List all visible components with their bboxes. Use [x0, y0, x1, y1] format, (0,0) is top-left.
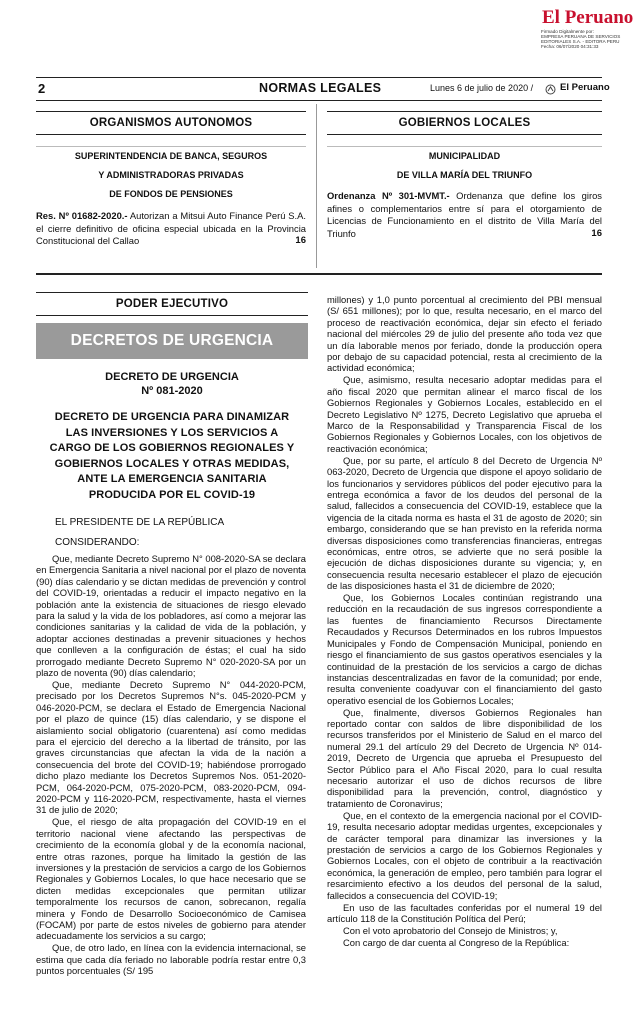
logo-text: El Peruano: [542, 7, 634, 28]
digital-signature: [541, 29, 637, 49]
el-peruano-mini-icon: [545, 82, 556, 93]
banner-gobiernos-locales: GOBIERNOS LOCALES: [327, 111, 602, 135]
entity-line: Y ADMINISTRADORAS PRIVADAS: [98, 170, 244, 180]
paragraph: millones) y 1,0 punto porcentual al crecimiento del PBI mensual (S/ 651 millones); por lo que, resulta necesario, en el marco del proceso de reactivación económica, dejar sin efecto el feriado nacional del miércoles 29 de julio del presente año toda vez que un día laborable menos por feriado, donde la producción opera por debajo de su capacidad potencial, resta al crecimiento de la actividad económica;: [327, 294, 602, 374]
section-separator: [36, 273, 602, 275]
decree-heading: [36, 370, 308, 398]
paragraph: Que, el riesgo de alta propagación del COVID-19 en el territorio nacional viene afectando las perspectivas de crecimiento de la economía global y de la economía nacional, entre otras razones, porque ha limitado la gestión de las inversiones y la prestación de servicios a cargo de los Gobiernos Regionales y Gobiernos Locales, lo que hace necesario que se dicten medidas excepcionales que permitan utilizar temporalmente los recursos de canon, sobrecanon, regalía minera y Fondo de Desarrollo Socioeconómico de Camisea (FOCAM) por parte de estos niveles de gobierno para atender adecuadamente los servicios a su cargo;: [36, 816, 306, 942]
banner-organismos-autonomos: ORGANISMOS AUTONOMOS: [36, 111, 306, 135]
entity-line: DE FONDOS DE PENSIONES: [109, 189, 233, 199]
paragraph: Con el voto aprobatorio del Consejo de Ministros; y,: [343, 924, 558, 936]
resolution-number: Res. Nº 01682-2020.-: [36, 210, 128, 221]
ordinance-summary: Ordenanza que define los giros afines o complementarios entre sí para el otorgamiento de Licencias de Funcionamiento en el distrito de Villa María del Triunfo: [327, 190, 602, 239]
right-column-text: [327, 294, 602, 949]
section-title: NORMAS LEGALES: [259, 81, 382, 95]
column-divider: [316, 104, 317, 268]
paragraph: Que, finalmente, diversos Gobiernos Regionales han reportado contar con saldos de libre disponibilidad de los recursos transferidos por el Ministerio de Salud en el marco del numeral 29.1 del artículo 29 del Decreto de Urgencia Nº 014-2019, Decreto de Urgencia que aprueba el Presupuesto del Sector Público para el Año Fiscal 2020, para lo cual resulta necesario autorizar el uso de dichos recursos de libre disponibilidad para la prevención, control, diagnóstico y tratamiento de Coronavirus;: [327, 706, 602, 809]
paragraph: En uso de las facultades conferidas por el numeral 19 del artículo 118 de la Constitución Política del Perú;: [327, 901, 602, 924]
banner-poder-ejecutivo: PODER EJECUTIVO: [36, 292, 308, 316]
summary-page-ref: 16: [591, 227, 602, 239]
summary-entry-ordenanza[interactable]: [327, 190, 602, 240]
left-column-text: [36, 553, 306, 977]
paragraph: Que, en el contexto de la emergencia nacional por el COVID-19, resulta necesario adoptar medidas urgentes, excepcionales y de carácter temporal para dinamizar las inversiones y la prestación de servicios a cargo de los Gobiernos Regionales y Gobiernos Locales, con el objeto de contribuir a la reactivación económica, la generación de empleo, pero también para lograr el resarcimiento efectivo a los deudos del personal de la salud, fallecidos a consecuencia del COVID-19;: [327, 809, 602, 901]
page-number: 2: [38, 81, 46, 96]
paragraph: Que, por su parte, el artículo 8 del Decreto de Urgencia Nº 063-2020, Decreto de Urgencia que dispone el apoyo solidario de los funcionarios y servidores públicos del poder ejecutivo para la entrega económica a favor de los deudos del personal de la salud, fallecidos a consecuencia del COVID-19, establece que la vigencia de la citada norma es hasta el 31 de agosto de 2020; sin embargo, considerando que se han previsto en la referida norma diversas disposiciones como transferencias financieras, entregas económicas, entre otros, se advierte que no será posible la ejecución de dichas disposiciones durante su vigencia; y, en consecuencia resulta necesario establecer el plazo de ejecución de las disposiciones hasta el 31 de diciembre de 2020;: [327, 454, 602, 592]
sig-line: EMPRESA PERUANA DE SERVICIOS: [541, 34, 621, 39]
paragraph: Con cargo de dar cuenta al Congreso de la República:: [343, 936, 570, 948]
entity-line: DE VILLA MARÍA DEL TRIUNFO: [396, 170, 533, 180]
paragraph: Que, los Gobiernos Locales continúan registrando una reducción en la recaudación de sus ingresos correspondiente a las fuentes de financiamiento Recursos Directamente Recaudados y Recursos Determinados en los rubros Impuestos Municipales y Fondo de Compensación Municipal, poniendo en riesgo el financiamiento de sus gastos operativos esenciales y la continuidad de la prestación de los servicios a cargo de dichas instancias descentralizadas en favor de la comunidad; por ende, resulta conveniente coadyuvar con el financiamiento del gasto operativo esencial de los Gobiernos Locales;: [327, 592, 602, 706]
paragraph: Que, asimismo, resulta necesario adoptar medidas para el año fiscal 2020 que permitan alinear el marco fiscal de los Gobiernos Regionales y Gobiernos Locales, establecido en el Decreto Legislativo Nº 1275, Decreto Legislativo que aprueba el Marco de la Responsabilidad y Transparencia Fiscal de los Gobiernos Regionales y Gobiernos Locales, con los objetivos de reactivación económica;: [327, 374, 602, 454]
president-line: EL PRESIDENTE DE LA REPÚBLICA: [55, 517, 225, 528]
header-paper-name: El Peruano: [560, 82, 610, 93]
paragraph: Que, mediante Decreto Supremo N° 044-2020-PCM, precisado por los Decretos Supremos N°s. 045-2020-PCM y 046-2020-PCM, se declara el Estado de Emergencia Nacional por el plazo de quince (15) días calendario, y se dispone el aislamiento social obligatorio (cuarentena) así como medidas para el ejercicio del derecho a la libertad de tránsito, por las graves circunstancias que afectan la vida de la nación a consecuencia del brote del COVID-19; habiéndose prorrogado dicho plazo mediante los Decretos Supremos Nos. 051-2020-PCM, 064-2020-PCM, 075-2020-PCM, 083-2020-PCM, 094-2020-PCM y 116-2020-PCM, respectivamente, hasta el viernes 31 de julio de 2020;: [36, 678, 306, 816]
sig-line: Firmado Digitalmente por:: [541, 29, 594, 34]
summary-entry-sbs[interactable]: [36, 210, 306, 248]
header-date: Lunes 6 de julio de 2020 /: [430, 83, 534, 93]
decree-label: DECRETO DE URGENCIA: [105, 371, 239, 383]
entity-line: SUPERINTENDENCIA DE BANCA, SEGUROS: [74, 151, 268, 161]
paragraph: Que, mediante Decreto Supremo N° 008-2020-SA se declara en Emergencia Sanitaria a nivel nacional por el plazo de noventa (90) días calendario y se dictan medidas de prevención y control del COVID-19, orientadas a reducir el impacto negativo en la población ante la existencia de situaciones de riesgo elevado para la salud y la vida de los pobladores, así como a mejorar las condiciones sanitarias y la calidad de vida de la población, y adoptar acciones destinadas a prevenir situaciones y hechos que conlleven a la configuración de éstas; el cual ha sido prorrogado mediante Decreto Supremo N° 020-2020-SA por un plazo de noventa (90) días calendario;: [36, 553, 306, 679]
paragraph: Que, de otro lado, en línea con la evidencia internacional, se estima que cada día feriado no laborable podría restar entre 0,3 puntos porcentuales (S/ 195: [36, 942, 306, 977]
entity-municipalidad: [327, 146, 602, 185]
entity-line: MUNICIPALIDAD: [428, 151, 501, 161]
entity-sbs: [36, 146, 306, 204]
summary-page-ref: 16: [295, 235, 306, 247]
decree-title: DECRETO DE URGENCIA PARA DINAMIZAR LAS INVERSIONES Y LOS SERVICIOS A CARGO DE LOS GOBIERNOS REGIONALES Y GOBIERNOS LOCALES Y OTRAS MEDIDAS, ANTE LA EMERGENCIA SANITARIA PRODUCIDA POR EL COVID-19: [49, 411, 295, 501]
sig-line: Fecha: 06/07/2020 04:31:33: [541, 44, 599, 49]
decretos-urgencia-band: DECRETOS DE URGENCIA: [36, 323, 308, 359]
el-peruano-logo: [541, 4, 638, 28]
resolution-summary: Autorizan a Mitsui Auto Finance Perú S.A. el cierre definitivo de oficina especial ubicada en la Provincia Constitucional del Callao: [36, 210, 307, 247]
considerando-heading: CONSIDERANDO:: [55, 537, 140, 548]
decree-number: Nº 081-2020: [141, 385, 203, 397]
ordinance-number: Ordenanza Nº 301-MVMT.-: [327, 190, 450, 201]
sig-line: EDITORIALES S.A. - EDITORA PERU: [541, 39, 620, 44]
